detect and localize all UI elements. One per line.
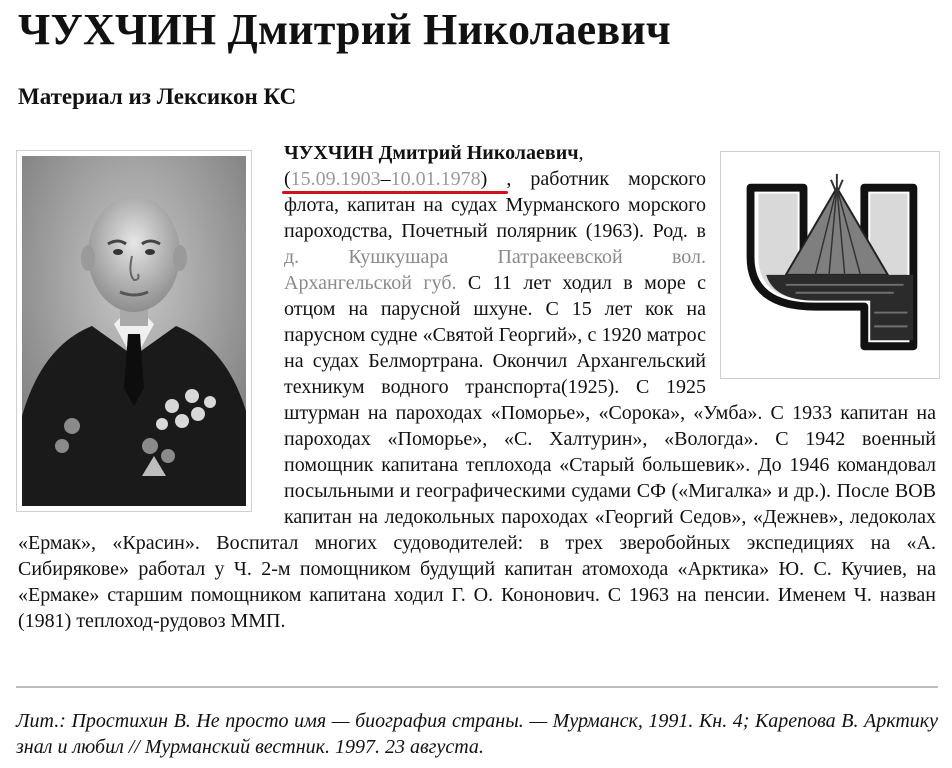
birth-date-link[interactable]: 15.09.1903 [290, 168, 381, 190]
death-date-link[interactable]: 10.01.1978 [390, 168, 481, 190]
article-body [18, 140, 936, 634]
page-title: ЧУХЧИН Дмитрий Николаевич [18, 5, 671, 54]
paren-open: ( [284, 168, 291, 190]
logo-spacer [706, 140, 936, 390]
portrait-spacer [18, 140, 284, 524]
life-dates [284, 168, 506, 190]
page-subtitle: Материал из Лексикон КС [18, 84, 297, 109]
birthplace-link[interactable]: д. Кушкушара Патракеевской вол. Архангельской губ. [284, 246, 706, 294]
date-separator: – [380, 168, 391, 190]
name-comma: , [578, 142, 584, 164]
section-divider [16, 686, 938, 688]
bio-text-intro: , работник морского флота, капитан на судах Мурманского морского пароходства, Почетный полярник (1963). Род. в [284, 168, 707, 242]
article-person-name: ЧУХЧИН Дмитрий Николаевич [284, 142, 579, 164]
paren-close: ) [480, 168, 488, 190]
literature-references: Лит.: Простихин В. Не просто имя — биография страны. — Мурманск, 1991. Кн. 4; Карепова В. Арктику знал и любил // Мурманский вестник. 1997. 23 августа. [16, 710, 938, 758]
red-underline-annotation [282, 191, 508, 194]
bio-text-main: С 11 лет ходил в море с отцом на парусной шхуне. С 15 лет кок на парусном судне «Святой Георгий», с 1920 матрос на судах Белмортрана. Окончил Архангельский техникум водного транспорта(1925). С 1925 штурман на пароходах «Поморье», «Сорока», «Умба». С 1933 капитан на пароходах «Поморье», «С. Халтурин», «Вологда». С 1942 военный помощник капитана теплохода «Старый большевик». До 1946 командовал посыльными и географическими судами СФ («Мигалка» и др.). После ВОВ капитан на ледокольных пароходах «Георгий Седов», «Дежнев», ледоколах «Ермак», «Красин». Воспитал многих судоводителей: в трех зверобойных экспедициях на «А. Сибирякове» работал у Ч. 2-м помощником будущий капитан атомохода «Арктика» Ю. С. Кучиев, на «Ермаке» старшим помощником капитана ходил Г. О. Кононович. С 1963 на пенсии. Именем Ч. назван (1981) теплоход-рудовоз ММП. [18, 272, 936, 632]
